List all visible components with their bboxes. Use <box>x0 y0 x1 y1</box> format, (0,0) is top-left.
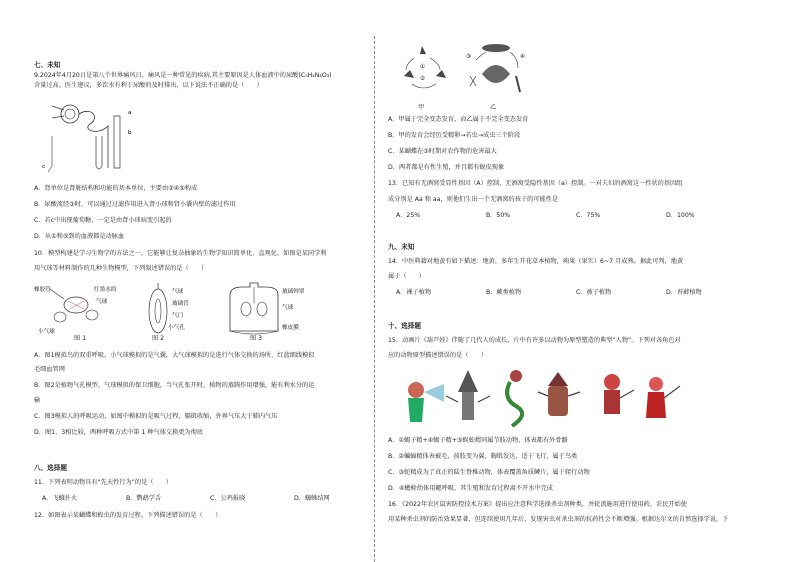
q15-option-c[interactable]: C．③蛇精成为了真正的陆生脊椎动物，体表覆盖角质鳞片，属于爬行动物 <box>388 469 590 476</box>
q15-option-d[interactable]: D．④蟾蜍幼体用鳃呼吸，其生殖和发育过程离不开水中完成 <box>388 485 553 492</box>
nephron-diagram <box>42 96 142 176</box>
fig2-label-balloon: 气球 <box>172 289 184 295</box>
fig1-label-small-balloon: 小气球 <box>38 329 55 335</box>
q9-stem-line1: 9.2024年4月20日是第八个世界痛风日，痛风是一种常见的疾病,其主要原因是人体血液中的尿酸(C₅H₄N₄O₃) <box>34 72 332 79</box>
fig1-label-tube: 橡胶管 <box>34 287 51 293</box>
fig3-label-balloon: 气球 <box>282 305 294 311</box>
q15-stem-line2: 应的动物原型描述错误的是（ ） <box>388 352 487 359</box>
left-column <box>34 0 384 562</box>
q15-stem-line1: 15．动画片《葫芦娃》伴随了几代人的成长，片中有许多以动物为原型塑造的典型“人物”。下列对各角色对 <box>388 337 681 344</box>
q13-stem-line1: 13．已知有无酒窝受显性基因（A）控制，无酒窝受隐性基因（a）控制。一对夫妇的酒窝这一性状的基因组 <box>388 180 683 187</box>
q10-stem-line2: 用气球等材料制作的几种生物模型，下列叙述错误的是（ ） <box>34 265 208 272</box>
q10-option-c[interactable]: C．图3模拟人的呼吸运动，如图中模拟的是吸气过程，膈肌收缩，外界气压大于肺内气压 <box>34 413 278 420</box>
fig3-label-bell-jar: 玻璃钟罩 <box>282 289 305 295</box>
q14-option-d[interactable]: D．苔藓植物 <box>666 289 702 296</box>
q10-option-d[interactable]: D．图1、3相比较，两种呼吸方式中第 1 种气体交换更为彻底 <box>34 429 204 436</box>
q13-stem-line2: 成分别是 Aa 和 aa，则他们生出一个无酒窝的孩子的可能性是 <box>388 196 559 203</box>
fig2-label-small-pore: 小气孔 <box>168 325 185 331</box>
fig1-label-red-ink: 红墨水的 <box>94 287 117 293</box>
fig2-label-stoma: 气门 <box>172 313 184 319</box>
section-10-heading: 十、选择题 <box>388 322 421 330</box>
q14-option-a[interactable]: A．裸子植物 <box>396 289 432 296</box>
q11-stem: 11．下列表明动物具有“先天性行为”的是（ ） <box>34 479 173 486</box>
q13-option-c[interactable]: C．75% <box>576 212 601 219</box>
q12-stem: 12．如图表示某蝴蝶和蝗虫的发育过程，下列描述错误的是（ ） <box>34 512 222 519</box>
jia-stage-2: ② <box>420 76 426 82</box>
q14-stem-line1: 14．中医典籍对地黄有如下描述：地黄，多年生开花草本植物，蒴果（果实）6~7 月成熟。据此可判，地黄 <box>388 258 684 265</box>
q10-option-a-line2[interactable]: 毛细血管网 <box>34 366 65 373</box>
section-9-heading: 九、未知 <box>388 243 415 251</box>
right-column <box>388 0 766 562</box>
q11-option-a[interactable]: A．飞蛾扑火 <box>42 495 78 502</box>
q11-option-d[interactable]: D．蜘蛛结网 <box>294 495 330 502</box>
fig2-label-glass-tube: 玻璃管 <box>172 301 189 307</box>
yi-stage-3: ③ <box>466 54 472 60</box>
figure-yi-caption: 乙 <box>490 104 497 111</box>
nephron-label-c: c <box>42 164 46 170</box>
q11-option-b[interactable]: B．鹦鹉学舌 <box>126 495 162 502</box>
figure-3-bell-jar-model <box>220 281 305 341</box>
q16-stem-line1: 16．《2022年农区鼠害防控技术方案》提出应注意科学选择杀虫剂种类，并轮流施用进行使用药，农民开始使 <box>388 501 687 508</box>
q16-stem-line2: 用某种杀虫剂的防治效果显著，但连续使用几年后，发现害虫对杀虫剂的抗药性会不断增强。根据达尔文的自然选择学说，下 <box>388 516 729 523</box>
section-7-heading: 七、未知 <box>34 61 61 69</box>
yi-stage-4: ④ <box>520 54 526 60</box>
q13-option-d[interactable]: D．100% <box>666 212 695 219</box>
q14-stem-line2: 属于（ ） <box>388 273 426 280</box>
q10-option-b-line1[interactable]: B．图2是植物气孔模型，气球模拟的保卫细胞，当气孔张开时，植物的蒸腾作用增强，能有利水分的运 <box>34 382 315 389</box>
q12-option-c[interactable]: C．某蝴蝶在③时期对农作物的危害最大 <box>388 148 497 155</box>
q10-stem-line1: 10．模型构建是学习生物学的方法之一，它能够让复杂抽象的生物学知识简单化、直观化。如图是某同学利 <box>34 250 327 257</box>
figure-yi-butterfly-life-cycle <box>456 36 536 106</box>
q15-option-b[interactable]: B．②蝙蝠精体表被毛，前肢变为翼，胸肌发达，适于飞行，属于鸟类 <box>388 453 578 460</box>
q14-option-c[interactable]: C．被子植物 <box>576 289 612 296</box>
figure-2-caption: 图 2 <box>152 335 165 342</box>
figure-2-stomata-model <box>138 283 208 341</box>
section-8-heading: 八、选择题 <box>34 464 67 472</box>
nephron-label-a: a <box>128 110 132 116</box>
q10-option-a-line1[interactable]: A．图1模拟鸟的双重呼吸，小气球模拟的是气囊，大气球模拟的是进行气体交换的场所，红蓝细线模拟 <box>34 352 315 359</box>
jia-stage-1: ① <box>420 64 426 70</box>
q12-option-a[interactable]: A．甲属于完全变态发育，而乙属于不完全变态发育 <box>388 116 529 123</box>
q14-option-b[interactable]: B．蕨类植物 <box>486 289 522 296</box>
q13-option-a[interactable]: A．25% <box>396 212 421 219</box>
figure-jia-caption: 甲 <box>418 104 425 111</box>
column-divider <box>374 36 375 562</box>
q9-option-d[interactable]: D．从①和⑤到的血液都是动脉血 <box>34 233 125 240</box>
figure-1-bird-respiration-model <box>34 283 124 341</box>
q9-option-a[interactable]: A．肾单位是肾脏结构和功能的基本单位，主要由③④⑤构成 <box>34 185 198 192</box>
figure-1-caption: 图 1 <box>74 335 87 342</box>
q10-option-b-line2[interactable]: 输 <box>34 397 41 404</box>
q12-option-b[interactable]: B．甲的发育会经历受精卵→若虫→成虫三个阶段 <box>388 132 521 139</box>
fig1-label-balloon: 气球 <box>96 299 108 305</box>
fig3-label-rubber-membrane: 橡皮膜 <box>282 325 299 331</box>
figure-3-caption: 图 3 <box>250 335 263 342</box>
q9-option-c[interactable]: C．若c中出现葡萄糖，一定是由肾小球病变引起的 <box>34 217 172 224</box>
q12-option-d[interactable]: D．两者都是有性生殖，并且都有蜕皮现象 <box>388 164 505 171</box>
q11-option-c[interactable]: C．公鸡报晓 <box>210 495 246 502</box>
calabash-brothers-characters-illustration <box>398 362 698 432</box>
figure-jia-insect-life-cycle <box>392 40 458 104</box>
nephron-label-b: b <box>128 130 132 136</box>
q13-option-b[interactable]: B．50% <box>486 212 511 219</box>
q9-stem-line2: 含量过高。医生建议，多饮水有利于尿酸的及时排出，以下说法不正确的是（ ） <box>34 82 263 89</box>
q15-option-a[interactable]: A．①蝎子精+④蝎子精+⑤蜈蚣精同属节肢动物，体表都有外骨骼 <box>388 437 568 444</box>
q9-option-b[interactable]: B．尿酸流经③时，可以通过过滤作用进入肾小球和肾小囊内壁的滤过作用 <box>34 201 236 208</box>
